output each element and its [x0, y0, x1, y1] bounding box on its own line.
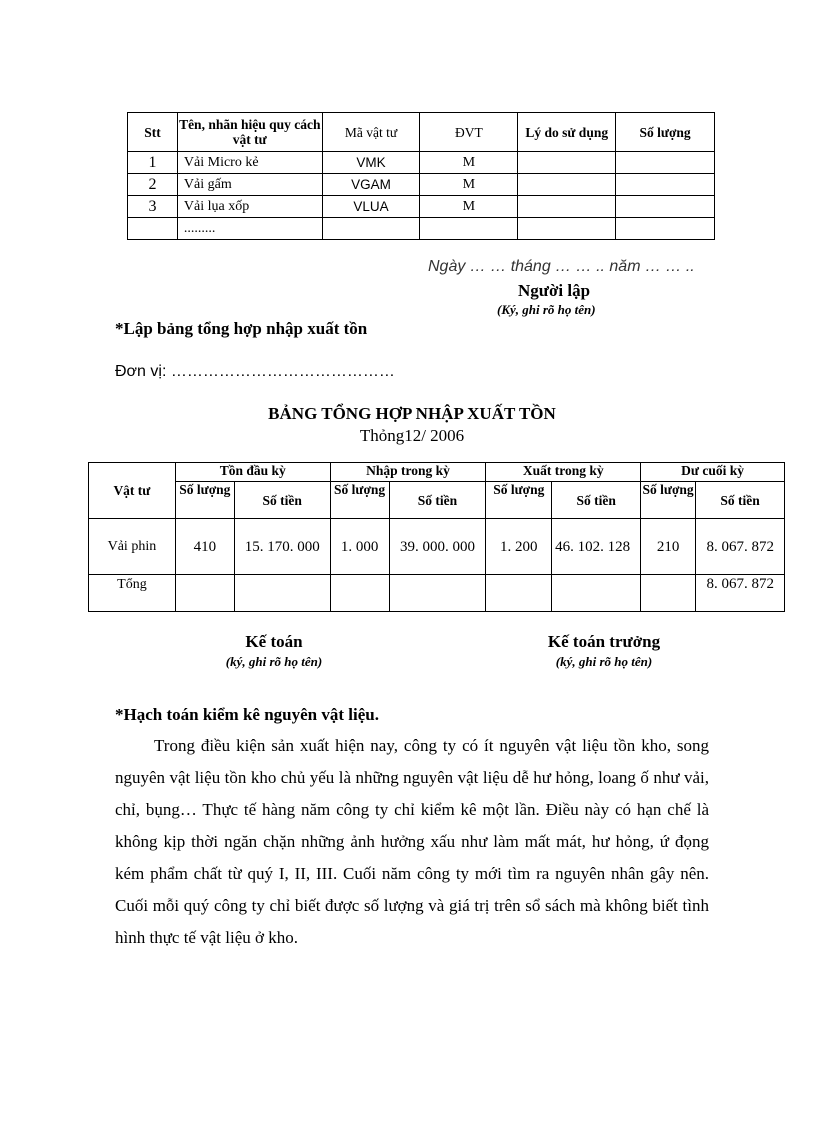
open-qty: 410 — [175, 519, 234, 575]
header-unit: ĐVT — [420, 113, 518, 152]
total-label: Tổng — [89, 575, 176, 612]
unit-line: Đơn vị: …………………………………… — [115, 363, 395, 380]
cell-reason — [518, 152, 616, 174]
table-row — [128, 218, 715, 240]
cell-qty — [616, 196, 715, 218]
accountant-note: (ký, ghi rõ họ tên) — [225, 654, 323, 669]
sub-amount: Số tiền — [552, 482, 641, 519]
table-row — [128, 174, 715, 196]
end-amount: 8. 067. 872 — [696, 519, 785, 575]
cell-stt: 2 — [128, 174, 178, 196]
group-opening: Tồn đầu kỳ — [175, 463, 330, 482]
cell-qty — [616, 218, 715, 240]
sub-qty: Số lượng — [641, 482, 696, 519]
cell-code: VMK — [322, 152, 420, 174]
section-heading-inventory: *Hạch toán kiểm kê nguyên vật liệu. — [115, 705, 379, 724]
total-amount: 8. 067. 872 — [696, 575, 785, 612]
sub-amount: Số tiền — [389, 482, 486, 519]
summary-subtitle: Thỏng12/ 2006 — [359, 426, 465, 445]
group-received: Nhập trong kỳ — [330, 463, 486, 482]
cell-unit — [420, 218, 518, 240]
cell-name: Vải lụa xốp — [177, 196, 322, 218]
sub-qty: Số lượng — [330, 482, 389, 519]
out-qty: 1. 200 — [486, 519, 552, 575]
summary-sub-row — [89, 482, 785, 519]
summary-title: BẢNG TỔNG HỢP NHẬP XUẤT TỒN — [268, 404, 556, 423]
out-amount: 46. 102. 128 — [552, 519, 641, 575]
sub-qty: Số lượng — [486, 482, 552, 519]
header-stt: Stt — [128, 113, 178, 152]
sub-amount: Số tiền — [234, 482, 330, 519]
summary-table — [88, 462, 785, 612]
group-closing: Dư cuối kỳ — [641, 463, 785, 482]
material-table — [127, 112, 715, 240]
cell-unit: M — [420, 174, 518, 196]
inventory-paragraph: Trong điều kiện sản xuất hiện nay, công ty có ít nguyên vật liệu tồn kho, song nguyên vật liệu tồn kho chủ yếu là những nguyên vật liệu dễ hư hỏng, loang ố như vải, chỉ, bụng… Thực tế hàng năm công ty chỉ kiểm kê một lần. Điều này có hạn chế là không kịp thời ngăn chặn những ảnh hưởng xấu như làm mất mát, hư hỏng, ứ đọng kém phẩm chất từ quý I, II, III. Cuối năm công ty mới tìm ra nguyên nhân gây nên. Cuối mỗi quý công ty chỉ biết được số lượng và giá trị trên sổ sách mà không biết tình hình thực tế vật liệu ở kho. — [115, 736, 709, 947]
material-header-row — [128, 113, 715, 152]
accountant-title: Kế toán — [245, 632, 303, 651]
cell-name: Vải Micro kẻ — [177, 152, 322, 174]
header-name: Tên, nhãn hiệu quy cách vật tư — [177, 113, 322, 152]
chief-accountant-note: (ký, ghi rõ họ tên) — [555, 654, 653, 669]
chief-accountant-title: Kế toán trưởng — [547, 632, 661, 651]
cell-name: Vải gấm — [177, 174, 322, 196]
cell-stt — [128, 218, 178, 240]
cell-unit: M — [420, 196, 518, 218]
in-qty: 1. 000 — [330, 519, 389, 575]
cell-code: VGAM — [322, 174, 420, 196]
cell-qty — [616, 152, 715, 174]
table-row — [128, 152, 715, 174]
in-amount: 39. 000. 000 — [389, 519, 486, 575]
date-line: Ngày … … tháng … … .. năm … … .. — [428, 258, 695, 275]
header-qty: Số lượng — [616, 113, 715, 152]
cell-stt: 3 — [128, 196, 178, 218]
cell-reason — [518, 174, 616, 196]
row-material-name: Vải phin — [89, 519, 176, 575]
sub-qty: Số lượng — [175, 482, 234, 519]
cell-stt: 1 — [128, 152, 178, 174]
cell-code — [322, 218, 420, 240]
header-material: Vật tư — [89, 463, 176, 519]
cell-unit: M — [420, 152, 518, 174]
header-code: Mã vật tư — [322, 113, 420, 152]
header-reason: Lý do sử dụng — [518, 113, 616, 152]
sub-amount: Số tiền — [696, 482, 785, 519]
section-heading-summary: *Lập bảng tổng hợp nhập xuất tồn — [115, 319, 368, 338]
total-row — [89, 575, 785, 612]
cell-qty — [616, 174, 715, 196]
group-issued: Xuất trong kỳ — [486, 463, 641, 482]
summary-group-row — [89, 463, 785, 482]
cell-reason — [518, 196, 616, 218]
preparer-title: Người lập — [518, 281, 591, 300]
table-row — [128, 196, 715, 218]
cell-code: VLUA — [322, 196, 420, 218]
end-qty: 210 — [641, 519, 696, 575]
table-row — [89, 519, 785, 575]
cell-reason — [518, 218, 616, 240]
cell-name: ......... — [177, 218, 322, 240]
open-amount: 15. 170. 000 — [234, 519, 330, 575]
preparer-note: (Ký, ghi rõ họ tên) — [497, 302, 596, 317]
